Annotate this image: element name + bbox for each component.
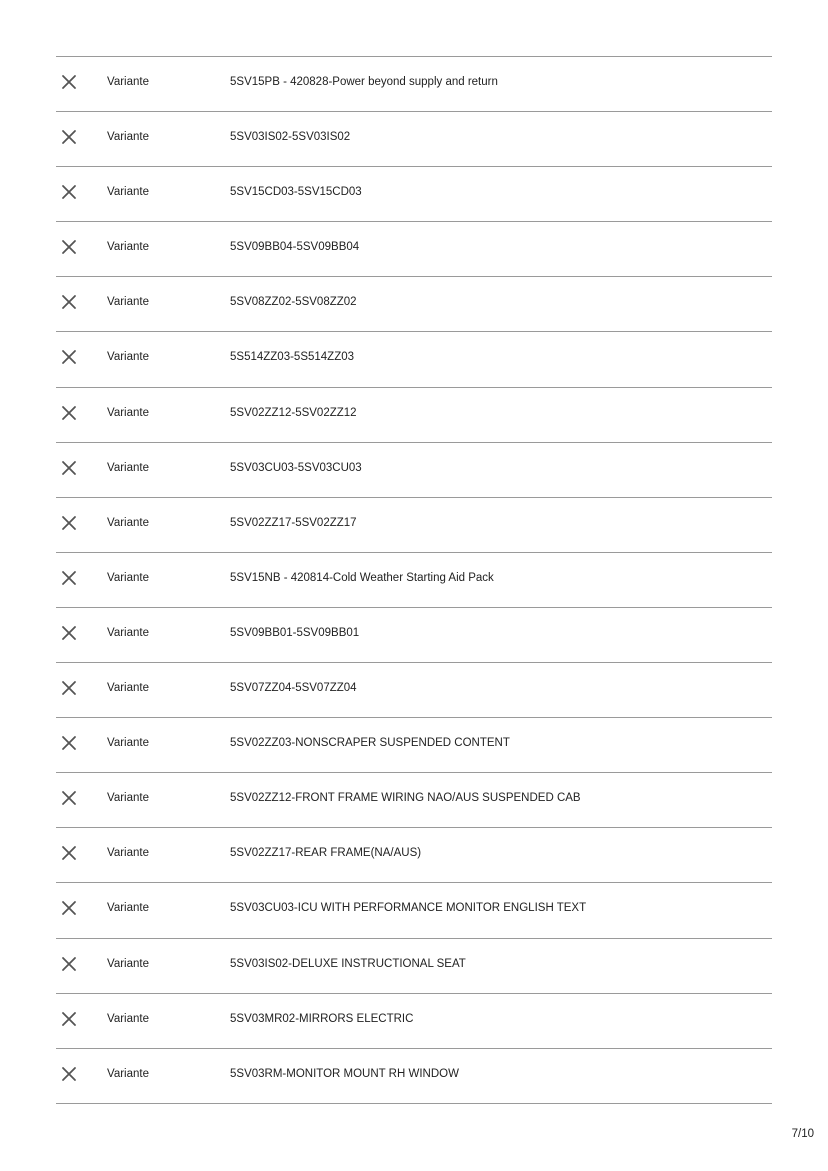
row-description: 5SV15NB - 420814-Cold Weather Starting Aid Pack — [230, 571, 494, 584]
table-row — [56, 332, 772, 387]
close-icon[interactable] — [61, 570, 77, 586]
table-row — [56, 1049, 772, 1104]
row-type: Variante — [107, 516, 149, 529]
close-icon[interactable] — [61, 129, 77, 145]
table-row — [56, 718, 772, 773]
row-type: Variante — [107, 1067, 149, 1080]
row-description: 5SV02ZZ03-NONSCRAPER SUSPENDED CONTENT — [230, 737, 510, 750]
table-row — [56, 57, 772, 112]
row-type: Variante — [107, 131, 149, 144]
close-icon[interactable] — [61, 74, 77, 90]
row-type: Variante — [107, 406, 149, 419]
close-icon[interactable] — [61, 294, 77, 310]
close-icon[interactable] — [61, 625, 77, 641]
row-description: 5SV02ZZ12-FRONT FRAME WIRING NAO/AUS SUSPENDED CAB — [230, 792, 581, 805]
row-description: 5SV03CU03-ICU WITH PERFORMANCE MONITOR ENGLISH TEXT — [230, 902, 587, 915]
close-icon[interactable] — [61, 735, 77, 751]
table-row — [56, 553, 772, 608]
row-type: Variante — [107, 902, 149, 915]
close-icon[interactable] — [61, 405, 77, 421]
close-icon[interactable] — [61, 460, 77, 476]
table-row — [56, 663, 772, 718]
close-icon[interactable] — [61, 515, 77, 531]
close-icon[interactable] — [61, 1011, 77, 1027]
row-description: 5SV09BB01-5SV09BB01 — [230, 626, 360, 639]
row-description: 5S514ZZ03-5S514ZZ03 — [230, 351, 355, 364]
page-number: 7/10 — [791, 1128, 814, 1140]
row-description: 5SV08ZZ02-5SV08ZZ02 — [230, 296, 357, 309]
table-row — [56, 773, 772, 828]
table-row — [56, 883, 772, 938]
close-icon[interactable] — [61, 845, 77, 861]
row-type: Variante — [107, 296, 149, 309]
row-type: Variante — [107, 351, 149, 364]
table-row — [56, 388, 772, 443]
close-icon[interactable] — [61, 900, 77, 916]
row-description: 5SV09BB04-5SV09BB04 — [230, 241, 360, 254]
row-description: 5SV15CD03-5SV15CD03 — [230, 186, 362, 199]
table-row — [56, 222, 772, 277]
row-type: Variante — [107, 461, 149, 474]
row-type: Variante — [107, 1012, 149, 1025]
row-type: Variante — [107, 186, 149, 199]
row-type: Variante — [107, 76, 149, 88]
close-icon[interactable] — [61, 1066, 77, 1082]
table-row — [56, 277, 772, 332]
close-icon[interactable] — [61, 680, 77, 696]
close-icon[interactable] — [61, 239, 77, 255]
row-type: Variante — [107, 847, 149, 860]
close-icon[interactable] — [61, 956, 77, 972]
row-description: 5SV02ZZ17-REAR FRAME(NA/AUS) — [230, 847, 422, 860]
table-row — [56, 994, 772, 1049]
row-description: 5SV03IS02-DELUXE INSTRUCTIONAL SEAT — [230, 957, 466, 970]
row-type: Variante — [107, 241, 149, 254]
row-description: 5SV15PB - 420828-Power beyond supply and return — [230, 76, 498, 88]
row-type: Variante — [107, 737, 149, 750]
row-description: 5SV02ZZ12-5SV02ZZ12 — [230, 406, 357, 419]
row-type: Variante — [107, 682, 149, 695]
table-row — [56, 112, 772, 167]
row-type: Variante — [107, 626, 149, 639]
close-icon[interactable] — [61, 184, 77, 200]
row-description: 5SV07ZZ04-5SV07ZZ04 — [230, 682, 357, 695]
table-row — [56, 828, 772, 883]
close-icon[interactable] — [61, 349, 77, 365]
variant-table — [56, 56, 772, 1104]
row-type: Variante — [107, 792, 149, 805]
row-description: 5SV02ZZ17-5SV02ZZ17 — [230, 516, 357, 529]
row-type: Variante — [107, 571, 149, 584]
table-row — [56, 167, 772, 222]
table-row — [56, 498, 772, 553]
row-description: 5SV03IS02-5SV03IS02 — [230, 131, 351, 144]
table-row — [56, 608, 772, 663]
table-row — [56, 443, 772, 498]
close-icon[interactable] — [61, 790, 77, 806]
row-description: 5SV03MR02-MIRRORS ELECTRIC — [230, 1012, 414, 1025]
row-type: Variante — [107, 957, 149, 970]
table-row — [56, 939, 772, 994]
row-description: 5SV03RM-MONITOR MOUNT RH WINDOW — [230, 1067, 459, 1080]
row-description: 5SV03CU03-5SV03CU03 — [230, 461, 362, 474]
